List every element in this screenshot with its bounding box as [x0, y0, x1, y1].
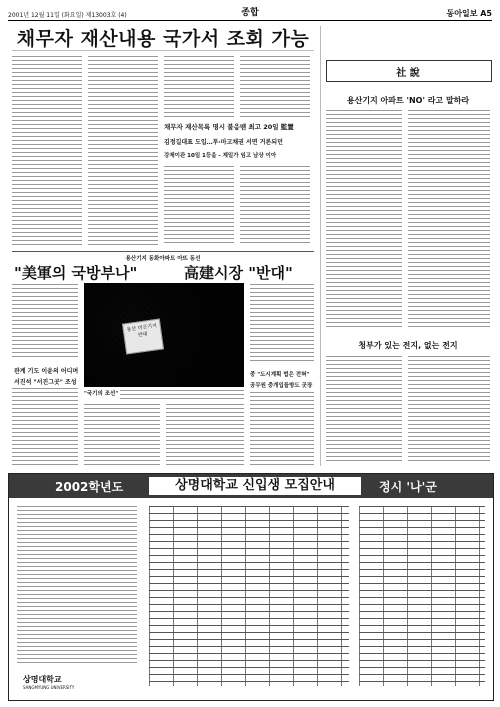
ad-title: 상명대학교 신입생 모집안내: [149, 477, 361, 495]
mid-small-head-1: 관계 기도 이윤의 어디며: [14, 368, 79, 375]
mid-small-head-4: 공무원 중개입들방도 곳장: [250, 383, 313, 389]
section-name: 종합: [241, 8, 259, 18]
top-headline: 채무자 재산내용 국가서 조회 가능: [16, 28, 310, 50]
column-divider: [320, 26, 321, 466]
mid-kicker: 용산기지 동화아파트 아뜨 동선: [125, 256, 201, 262]
ad-table: [359, 506, 485, 686]
text-column: [12, 56, 82, 246]
text-column: [326, 110, 402, 330]
ad-admission-type: 정시 '나'군: [379, 480, 437, 494]
top-subhead-1: 채무자 재산목록 명시 불응땐 최고 20일 監置: [164, 123, 294, 131]
text-column: [12, 284, 78, 360]
page-header: [8, 4, 492, 21]
ad-logo: [23, 674, 123, 692]
text-column: [164, 166, 234, 246]
mid-right-headline: 高建시장 "반대": [184, 264, 293, 282]
rule: [12, 50, 314, 51]
ad-text-block: [17, 506, 137, 666]
text-column: [250, 392, 314, 466]
mid-left-headline: "美軍의 국방부나": [14, 264, 138, 282]
university-ad: [8, 473, 494, 701]
text-column: [88, 56, 158, 246]
text-column: [12, 388, 78, 466]
text-column: [84, 404, 160, 466]
date-line: 2001년 12월 11일 (화요일) 제13003호 (4): [8, 12, 127, 19]
paper-name-and-page: [447, 8, 492, 19]
top-subhead-3: 강제이관 10일 1등을 - 제일가 임고 남상 이아: [164, 153, 277, 159]
protest-photo: [84, 283, 244, 387]
protest-sign: 용산 미군기지 반대: [122, 319, 164, 355]
text-column: [250, 284, 314, 364]
text-column: [240, 56, 310, 118]
ad-table: [149, 506, 349, 686]
photo-caption: "국기의 조선": [84, 391, 119, 397]
ad-year: 2002학년도: [55, 480, 124, 494]
ad-title-band: [9, 474, 493, 498]
editorial-title-2: 청부가 있는 전지, 없는 전지: [358, 341, 458, 350]
ad-logo-sub: SANGMYUNG UNIVERSITY: [23, 685, 75, 690]
paper-name: 동아일보: [446, 9, 478, 18]
top-subhead-2: 김정길대표 도입…투·마고채권 서면 거론되던: [164, 139, 283, 146]
page-number: A5: [480, 9, 492, 18]
text-column: [408, 110, 490, 330]
ad-logo-text: 상명대학교: [23, 675, 62, 684]
caption-text: [120, 390, 244, 400]
editorial-label: 社 說: [396, 68, 420, 79]
text-column: [166, 404, 244, 466]
text-column: [240, 166, 310, 246]
rule: [12, 251, 314, 252]
text-column: [408, 356, 490, 464]
editorial-title-1: 용산기지 아파트 'NO' 라고 말하라: [346, 96, 470, 105]
mid-small-head-2: 서진석 "서진그곳" 조성: [14, 379, 77, 386]
text-column: [326, 356, 402, 464]
text-column: [164, 56, 234, 118]
mid-small-head-3: 중 "도시계획 법은 전혀": [250, 372, 310, 378]
